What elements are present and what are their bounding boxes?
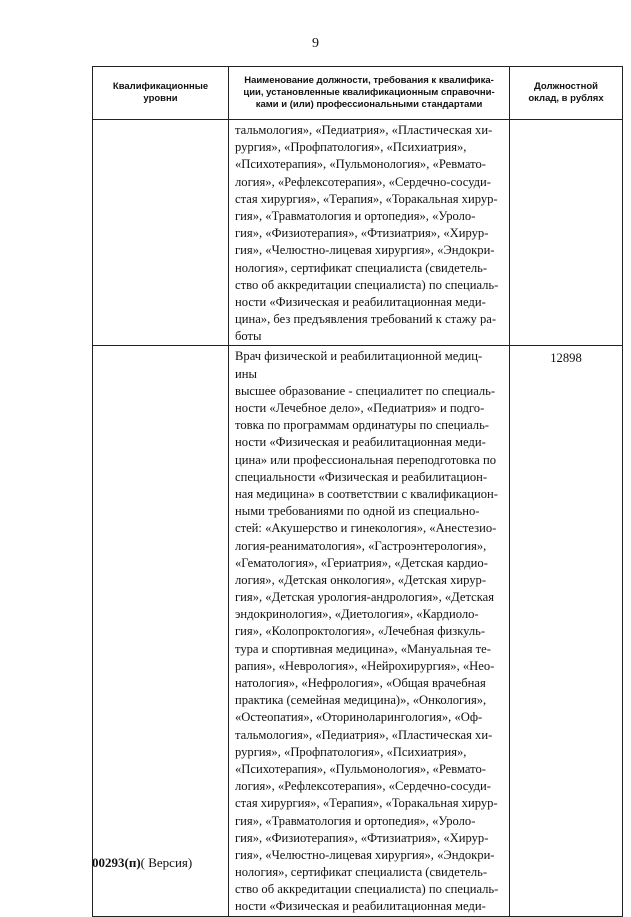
text-line: товка по программам ординатуры по специаль- (235, 418, 490, 433)
header-line: ции, установленные квалификационным справочни- (243, 87, 495, 98)
text-line: тальмология», «Педиатрия», «Пластическая хи- (235, 123, 493, 137)
text-line: стая хирургия», «Терапия», «Торакальная хирур- (235, 191, 498, 206)
table-header-row (93, 67, 623, 120)
text-line: ство об аккредитации специалиста) по специаль- (235, 277, 499, 292)
text-line: боты (235, 329, 262, 344)
requirements-cell (229, 346, 510, 916)
salary-cell (510, 120, 623, 346)
text-line: цина» или профессиональная переподготовка по (235, 452, 497, 467)
text-line: «Психотерапия», «Пульмонология», «Ревмато- (235, 157, 486, 172)
header-position-requirements (229, 67, 510, 120)
text-line: ными требованиями по одной из специально- (235, 504, 480, 519)
header-qualification-levels (93, 67, 229, 120)
text-line: стей: «Акушерство и гинекология», «Анестезио- (235, 521, 497, 536)
text-line: логия-реаниматология», «Гастроэнтерология», (235, 538, 487, 553)
text-line: нология», сертификат специалиста (свидетель- (235, 865, 488, 880)
text-line: логия», «Рефлексотерапия», «Сердечно-сосуди- (235, 779, 491, 794)
page-number: 9 (312, 36, 319, 51)
text-line: гия», «Травматология и ортопедия», «Уроло- (235, 208, 476, 223)
text-line: ности «Физическая и реабилитационная меди- (235, 294, 486, 309)
text-line: эндокринология», «Диетология», «Кардиоло- (235, 607, 479, 622)
text-line: специальности «Физическая и реабилитацион- (235, 469, 488, 484)
text-line: практика (семейная медицина)», «Онкология», (235, 693, 487, 708)
table-row (93, 346, 623, 916)
text-line: гия», «Травматология и ортопедия», «Уроло- (235, 813, 476, 828)
header-line: Должностной (534, 81, 598, 92)
text-line: гия», «Физиотерапия», «Фтизиатрия», «Хирур- (235, 226, 489, 241)
text-line: тальмология», «Педиатрия», «Пластическая хи- (235, 727, 493, 742)
text-line: ности «Физическая и реабилитационная меди- (235, 435, 486, 450)
text-line: ная медицина» в соответствии с квалификацион- (235, 486, 498, 501)
document-version: ( Версия) (140, 855, 193, 870)
text-line: гия», «Колопроктология», «Лечебная физкуль- (235, 624, 486, 639)
document-code: 00293(п) (92, 855, 141, 870)
text-line: ности «Лечебное дело», «Педиатрия» и подго- (235, 401, 485, 415)
header-salary (510, 67, 623, 120)
text-line: ности «Физическая и реабилитационная меди- (235, 899, 486, 914)
header-line: ками и (или) профессиональными стандартами (255, 99, 483, 110)
requirements-text (229, 120, 509, 345)
text-line: стая хирургия», «Терапия», «Торакальная хирур- (235, 796, 498, 811)
level-cell (93, 346, 229, 916)
text-line: логия», «Рефлексотерапия», «Сердечно-сосуди- (235, 174, 491, 189)
text-line: рургия», «Профпатология», «Психиатрия», (235, 140, 467, 155)
header-line: Квалификационные (112, 81, 209, 92)
text-line: гия», «Физиотерапия», «Фтизиатрия», «Хирур- (235, 830, 489, 845)
text-line: цина», без предъявления требований к стажу ра- (235, 312, 497, 327)
text-line: «Психотерапия», «Пульмонология», «Ревмато- (235, 761, 486, 776)
qualification-table (92, 66, 623, 917)
text-line: гия», «Детская урология-андрология», «Детская (235, 590, 495, 605)
level-cell (93, 120, 229, 346)
document-footer (92, 855, 192, 871)
header-line: Наименование должности, требования к квалифика- (244, 75, 494, 86)
header-line: уровни (143, 93, 178, 104)
text-line: натология», «Нефрология», «Общая врачебная (235, 676, 486, 690)
text-line: рургия», «Профпатология», «Психиатрия», (235, 744, 467, 759)
text-line: тура и спортивная медицина», «Мануальная те- (235, 641, 491, 656)
text-line: гия», «Челюстно-лицевая хирургия», «Эндокри- (235, 847, 495, 862)
text-line: рапия», «Неврология», «Нейрохирургия», «Нео- (235, 658, 495, 673)
text-line: Врач физической и реабилитационной медиц- (235, 349, 483, 364)
salary-cell: 12898 (510, 346, 623, 916)
requirements-cell (229, 120, 510, 346)
text-line: ины (235, 366, 257, 381)
text-line: ство об аккредитации специалиста) по специаль- (235, 882, 499, 897)
header-line: оклад, в рублях (528, 93, 604, 104)
text-line: «Гематология», «Гериатрия», «Детская кардио- (235, 555, 488, 570)
text-line: нология», сертификат специалиста (свидетель- (235, 260, 488, 275)
text-line: логия», «Детская онкология», «Детская хирур- (235, 572, 487, 587)
table-row (93, 120, 623, 346)
text-line: высшее образование - специалитет по специаль- (235, 383, 496, 398)
requirements-text (229, 346, 509, 915)
text-line: гия», «Челюстно-лицевая хирургия», «Эндокри- (235, 243, 495, 258)
text-line: «Остеопатия», «Оториноларингология», «Оф- (235, 710, 483, 725)
